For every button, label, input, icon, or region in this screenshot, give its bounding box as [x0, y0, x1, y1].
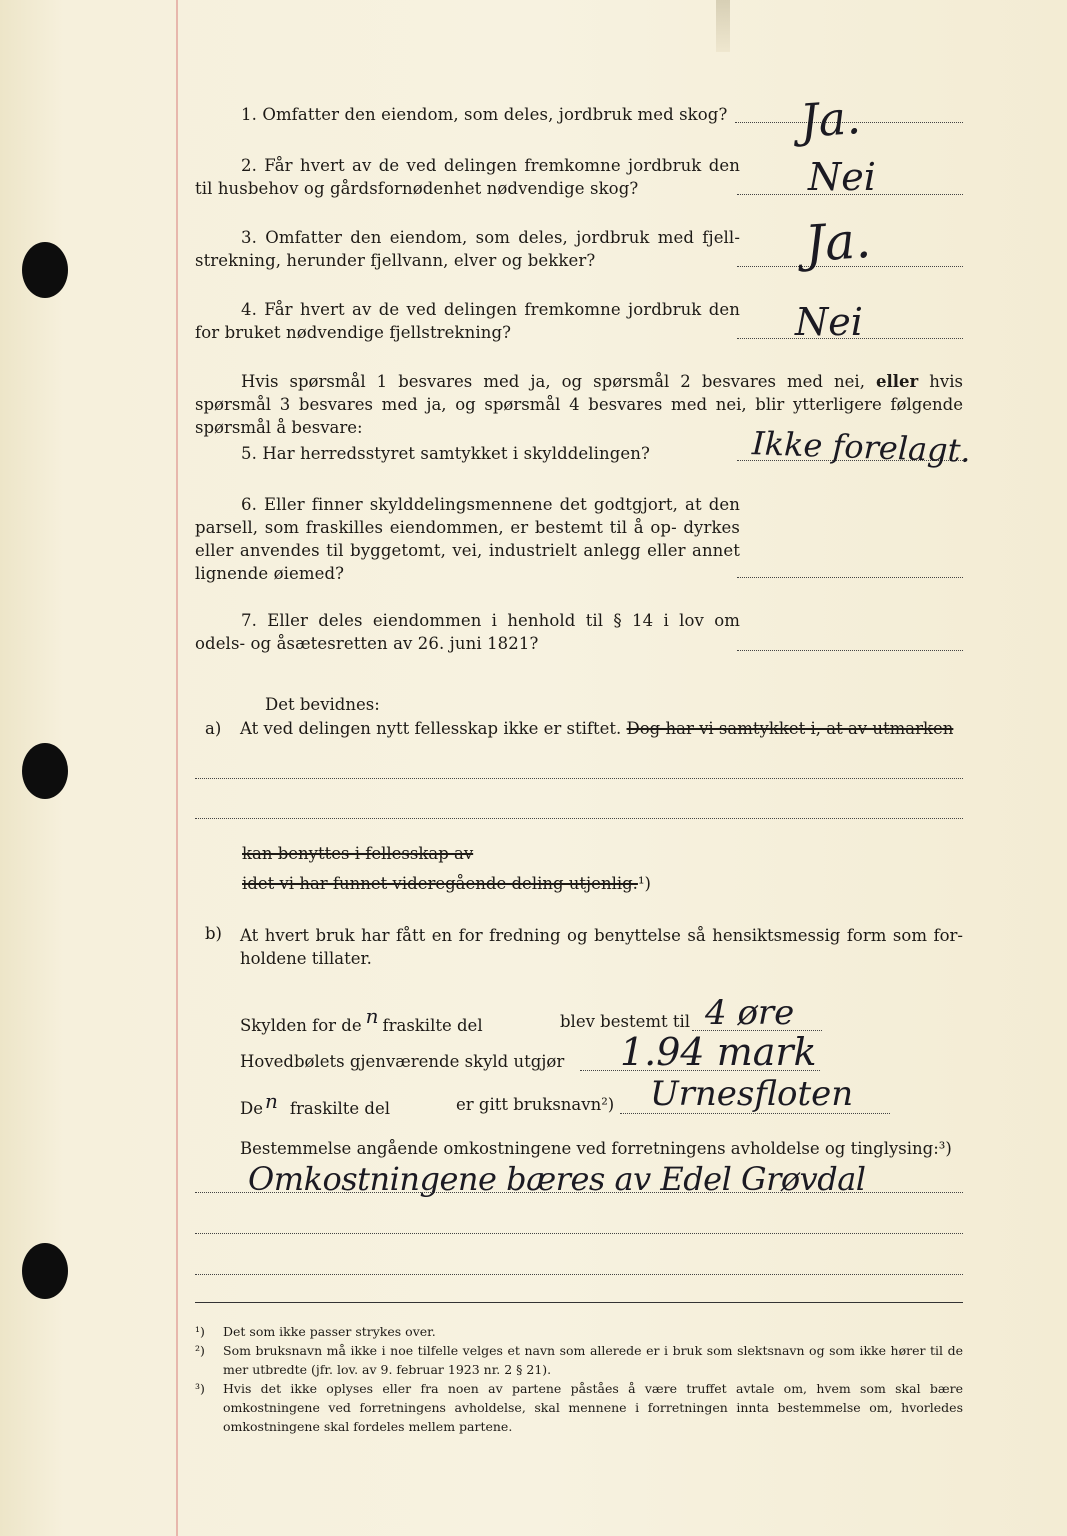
struck-line-2: idet vi har funnet videregående deling utjenlig.¹): [242, 874, 651, 893]
answer-5-handwritten: Ikke forelagt.: [751, 424, 972, 470]
blank-line: [195, 1192, 963, 1193]
punch-hole: [22, 1243, 68, 1299]
footnote-3: ³) Hvis det ikke oplyses eller fra noen av partene påståes å være truffet avtale om, hvem som skal bære omkostningene ved forretningens avholdelse, skal mennene i forretningen innta bestemmelse om, hvorledes omkostningene skal fordeles mellem partene.: [195, 1381, 963, 1434]
blank-line: [195, 1274, 963, 1275]
skyld-label: Skylden for de n fraskilte del: [240, 1004, 483, 1035]
question-7: 7. Eller deles eiendommen i henhold til § 14 i lov om odels- og åsætesretten av 26. juni 1821?: [195, 611, 740, 653]
answer-4-handwritten: Nei: [795, 300, 863, 344]
bevidnes-heading: Det bevidnes:: [265, 695, 380, 714]
hoved-value-handwritten: 1.94 mark: [620, 1030, 817, 1074]
answer-line: [737, 577, 963, 578]
item-a-text: At ved delingen nytt fellesskap ikke er stiftet. Dog har vi samtykket i, at av utmarken: [240, 719, 954, 738]
navn-label: De n fraskilte del: [240, 1089, 390, 1118]
skyld-label-3: blev bestemt til: [560, 1012, 691, 1031]
item-b-text: At hvert bruk har fått en for fredning og benyttelse så hensiktsmessig form som for- holdene tillater.: [240, 926, 963, 968]
staple-mark: [716, 0, 730, 52]
question-1: 1. Omfatter den eiendom, som deles, jordbruk med skog?: [241, 105, 728, 124]
navn-value-handwritten: Urnesfloten: [650, 1074, 854, 1114]
answer-3-handwritten: Ja.: [803, 210, 873, 274]
question-2: 2. Får hvert av de ved delingen fremkomne jordbruk den til husbehov og gårdsfornødenhet nødvendige skog?: [195, 156, 740, 198]
answer-2-handwritten: Nei: [808, 155, 876, 199]
skyld-value-handwritten: 4 øre: [705, 993, 795, 1033]
question-4: 4. Får hvert av de ved delingen fremkomne jordbruk den for bruket nødvendige fjellstrekning?: [195, 300, 740, 342]
blank-line: [195, 818, 963, 819]
item-a-label: a): [205, 719, 222, 738]
struck-line-1: kan benyttes i fellesskap av: [242, 844, 474, 863]
blank-line: [195, 778, 963, 779]
instruction-paragraph: Hvis spørsmål 1 besvares med ja, og spørsmål 2 besvares med nei, eller hvis spørsmål 3 besvares med ja, og spørsmål 4 besvares med nei, blir ytterligere følgende spørsmål å besvare:: [195, 372, 963, 437]
punch-hole: [22, 743, 68, 799]
item-b-label: b): [205, 924, 222, 943]
question-6: 6. Eller finner skylddelingsmennene det godtgjort, at den parsell, som fraskilles eiendommen, er bestemt til å op- dyrkes eller anvendes til byggetomt, vei, industrielt anlegg eller annet lignende øiemed?: [195, 495, 740, 583]
navn-label-3: er gitt bruksnavn²): [456, 1095, 615, 1114]
footnotes: [195, 1322, 963, 1436]
item-a-struck-text: Dog har vi samtykket i, at av utmarken: [626, 719, 954, 738]
blank-line: [195, 1233, 963, 1234]
punch-hole: [22, 242, 68, 298]
hoved-label: Hovedbølets gjenværende skyld utgjør: [240, 1052, 565, 1071]
question-3: 3. Omfatter den eiendom, som deles, jordbruk med fjell- strekning, herunder fjellvann, elver og bekker?: [195, 228, 740, 270]
question-5: 5. Har herredsstyret samtykket i skylddelingen?: [241, 444, 650, 463]
footnote-2: ²) Som bruksnavn må ikke i noe tilfelle velges et navn som allerede er i bruk som slektsnavn og som ikke hører til de mer utbredte (jfr. lov. av 9. februar 1923 nr. 2 § 21).: [195, 1343, 963, 1377]
answer-1-handwritten: Ja.: [798, 89, 863, 149]
answer-line: [737, 650, 963, 651]
footnote-1: ¹) Det som ikke passer strykes over.: [195, 1324, 436, 1339]
margin-line: [176, 0, 178, 1536]
omk-label: Bestemmelse angående omkostningene ved forretningens avholdelse og tinglysing:³): [240, 1139, 952, 1158]
omk-value-handwritten: Omkostningene bæres av Edel Grøvdal: [248, 1160, 866, 1198]
footnote-rule: [195, 1302, 963, 1303]
